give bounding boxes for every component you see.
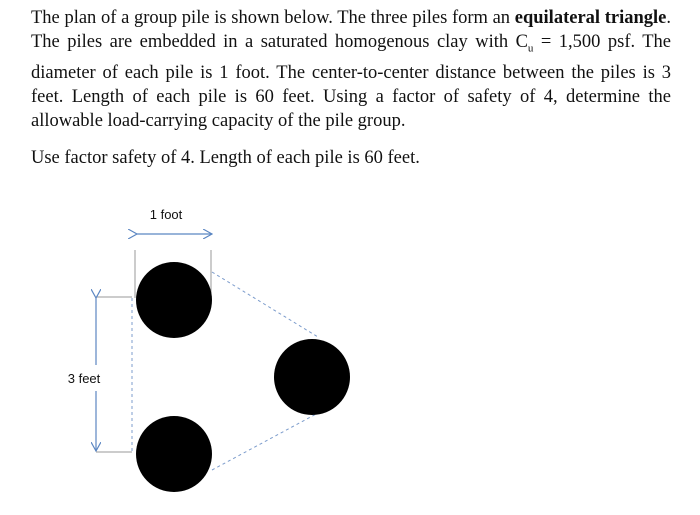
note-text: Use factor safety of 4. Length of each pile is 60 feet.	[31, 148, 420, 168]
pile-top	[136, 262, 212, 338]
diameter-label: 1 foot	[149, 207, 183, 222]
upper-edge-dashed	[212, 272, 318, 337]
problem-after-bold: . The piles are embedded in a saturated homogenous clay with C	[31, 8, 672, 52]
problem-rest: = 1,500 psf. The diameter of each pile is 1 foot. The center-to-center distance between the piles is 3 feet. Length of each pile is 60 feet. Using a factor of safety of 4, determine the allowable load-carrying capacity of the pile group.	[31, 32, 671, 131]
problem-intro: The plan of a group pile is shown below. The three piles form an	[31, 8, 515, 28]
pile-right	[274, 339, 350, 415]
problem-bold-term: equilateral triangle	[514, 8, 667, 28]
pile-bottom	[136, 416, 212, 492]
cu-subscript: u	[527, 42, 534, 55]
spacing-label: 3 feet	[67, 371, 101, 386]
lower-edge-dashed	[212, 413, 318, 470]
